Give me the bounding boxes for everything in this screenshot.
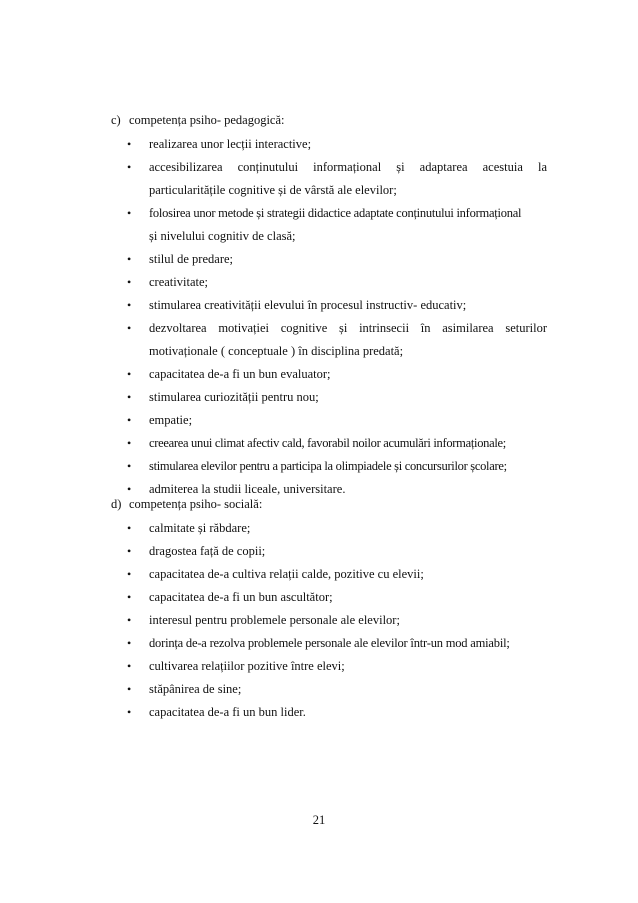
- list-item: [127, 612, 547, 628]
- list-item: [127, 435, 547, 451]
- list-item-text: interesul pentru problemele personale ale elevilor;: [149, 613, 400, 627]
- list-item-continuation: motivaționale ( conceptuale ) în disciplina predată;: [149, 344, 404, 358]
- bullet-icon: •: [127, 252, 132, 266]
- list-item-text: folosirea unor metode și strategii didactice adaptate conținutului informațional: [149, 206, 522, 220]
- list-item-text: stăpânirea de sine;: [149, 682, 242, 696]
- section-c-letter: c): [111, 113, 121, 127]
- bullet-icon: •: [127, 521, 132, 535]
- list-item-text: stimularea curiozității pentru nou;: [149, 390, 319, 404]
- list-item: [127, 136, 547, 152]
- list-item: [127, 566, 547, 582]
- bullet-icon: •: [127, 160, 132, 174]
- bullet-icon: •: [127, 321, 132, 335]
- bullet-icon: •: [127, 590, 132, 604]
- bullet-icon: •: [127, 436, 132, 450]
- bullet-icon: •: [127, 390, 132, 404]
- list-item-text: stimularea elevilor pentru a participa la olimpiadele și concursurilor școlare;: [149, 459, 507, 473]
- list-item-continuation: particularitățile cognitive și de vârstă ale elevilor;: [149, 183, 397, 197]
- bullet-icon: •: [127, 206, 132, 220]
- list-item: [127, 589, 547, 605]
- list-item-text: capacitatea de-a fi un bun ascultător;: [149, 590, 333, 604]
- list-item-text: realizarea unor lecții interactive;: [149, 137, 312, 151]
- bullet-icon: •: [127, 482, 132, 496]
- bullet-icon: •: [127, 659, 132, 673]
- bullet-icon: •: [127, 275, 132, 289]
- list-item-text: accesibilizarea conținutului informațional și adaptarea acestuia la: [149, 160, 547, 174]
- bullet-icon: •: [127, 682, 132, 696]
- list-item-text: capacitatea de-a fi un bun lider.: [149, 705, 306, 719]
- list-item: [127, 159, 547, 175]
- section-c-heading: [111, 112, 285, 128]
- list-item: [127, 520, 547, 536]
- bullet-icon: •: [127, 413, 132, 427]
- list-item-text: dragostea față de copii;: [149, 544, 266, 558]
- list-item: [127, 389, 547, 405]
- section-d-title: competența psiho- socială:: [129, 497, 263, 511]
- bullet-icon: •: [127, 544, 132, 558]
- bullet-icon: •: [127, 459, 132, 473]
- section-d-letter: d): [111, 497, 122, 511]
- list-item-text: calmitate și răbdare;: [149, 521, 251, 535]
- page-number: 21: [312, 813, 326, 827]
- bullet-icon: •: [127, 613, 132, 627]
- list-item-text: stimularea creativității elevului în procesul instructiv- educativ;: [149, 298, 467, 312]
- section-c-title: competența psiho- pedagogică:: [129, 113, 285, 127]
- list-item: [127, 635, 547, 651]
- list-item: [127, 681, 547, 697]
- list-item: [127, 704, 547, 720]
- list-item-text: creearea unui climat afectiv cald, favorabil noilor acumulări informaționale;: [149, 436, 506, 450]
- list-item: [127, 297, 547, 313]
- list-item-text: creativitate;: [149, 275, 208, 289]
- list-item: [127, 658, 547, 674]
- list-item-text: admiterea la studii liceale, universitare.: [149, 482, 346, 496]
- list-item-continuation: și nivelului cognitiv de clasă;: [149, 229, 296, 243]
- list-item: [127, 251, 547, 267]
- list-item-text: cultivarea relațiilor pozitive între elevi;: [149, 659, 345, 673]
- bullet-icon: •: [127, 137, 132, 151]
- list-item: [127, 481, 547, 497]
- list-item-text: capacitatea de-a cultiva relații calde, pozitive cu elevii;: [149, 567, 424, 581]
- list-item: [127, 458, 547, 474]
- list-item-text: dorința de-a rezolva problemele personale ale elevilor într-un mod amiabil;: [149, 636, 510, 650]
- bullet-icon: •: [127, 705, 132, 719]
- list-item: [127, 366, 547, 382]
- list-item: [127, 274, 547, 290]
- list-item-text: dezvoltarea motivației cognitive și intrinsecii în asimilarea seturilor: [149, 321, 547, 335]
- list-item-text: stilul de predare;: [149, 252, 233, 266]
- bullet-icon: •: [127, 298, 132, 312]
- list-item-text: empatie;: [149, 413, 193, 427]
- bullet-icon: •: [127, 367, 132, 381]
- bullet-icon: •: [127, 636, 132, 650]
- section-d-heading: [111, 496, 262, 512]
- list-item: [127, 543, 547, 559]
- list-item: [127, 412, 547, 428]
- list-item: [127, 205, 547, 221]
- bullet-icon: •: [127, 567, 132, 581]
- list-item-text: capacitatea de-a fi un bun evaluator;: [149, 367, 331, 381]
- list-item: [127, 320, 547, 336]
